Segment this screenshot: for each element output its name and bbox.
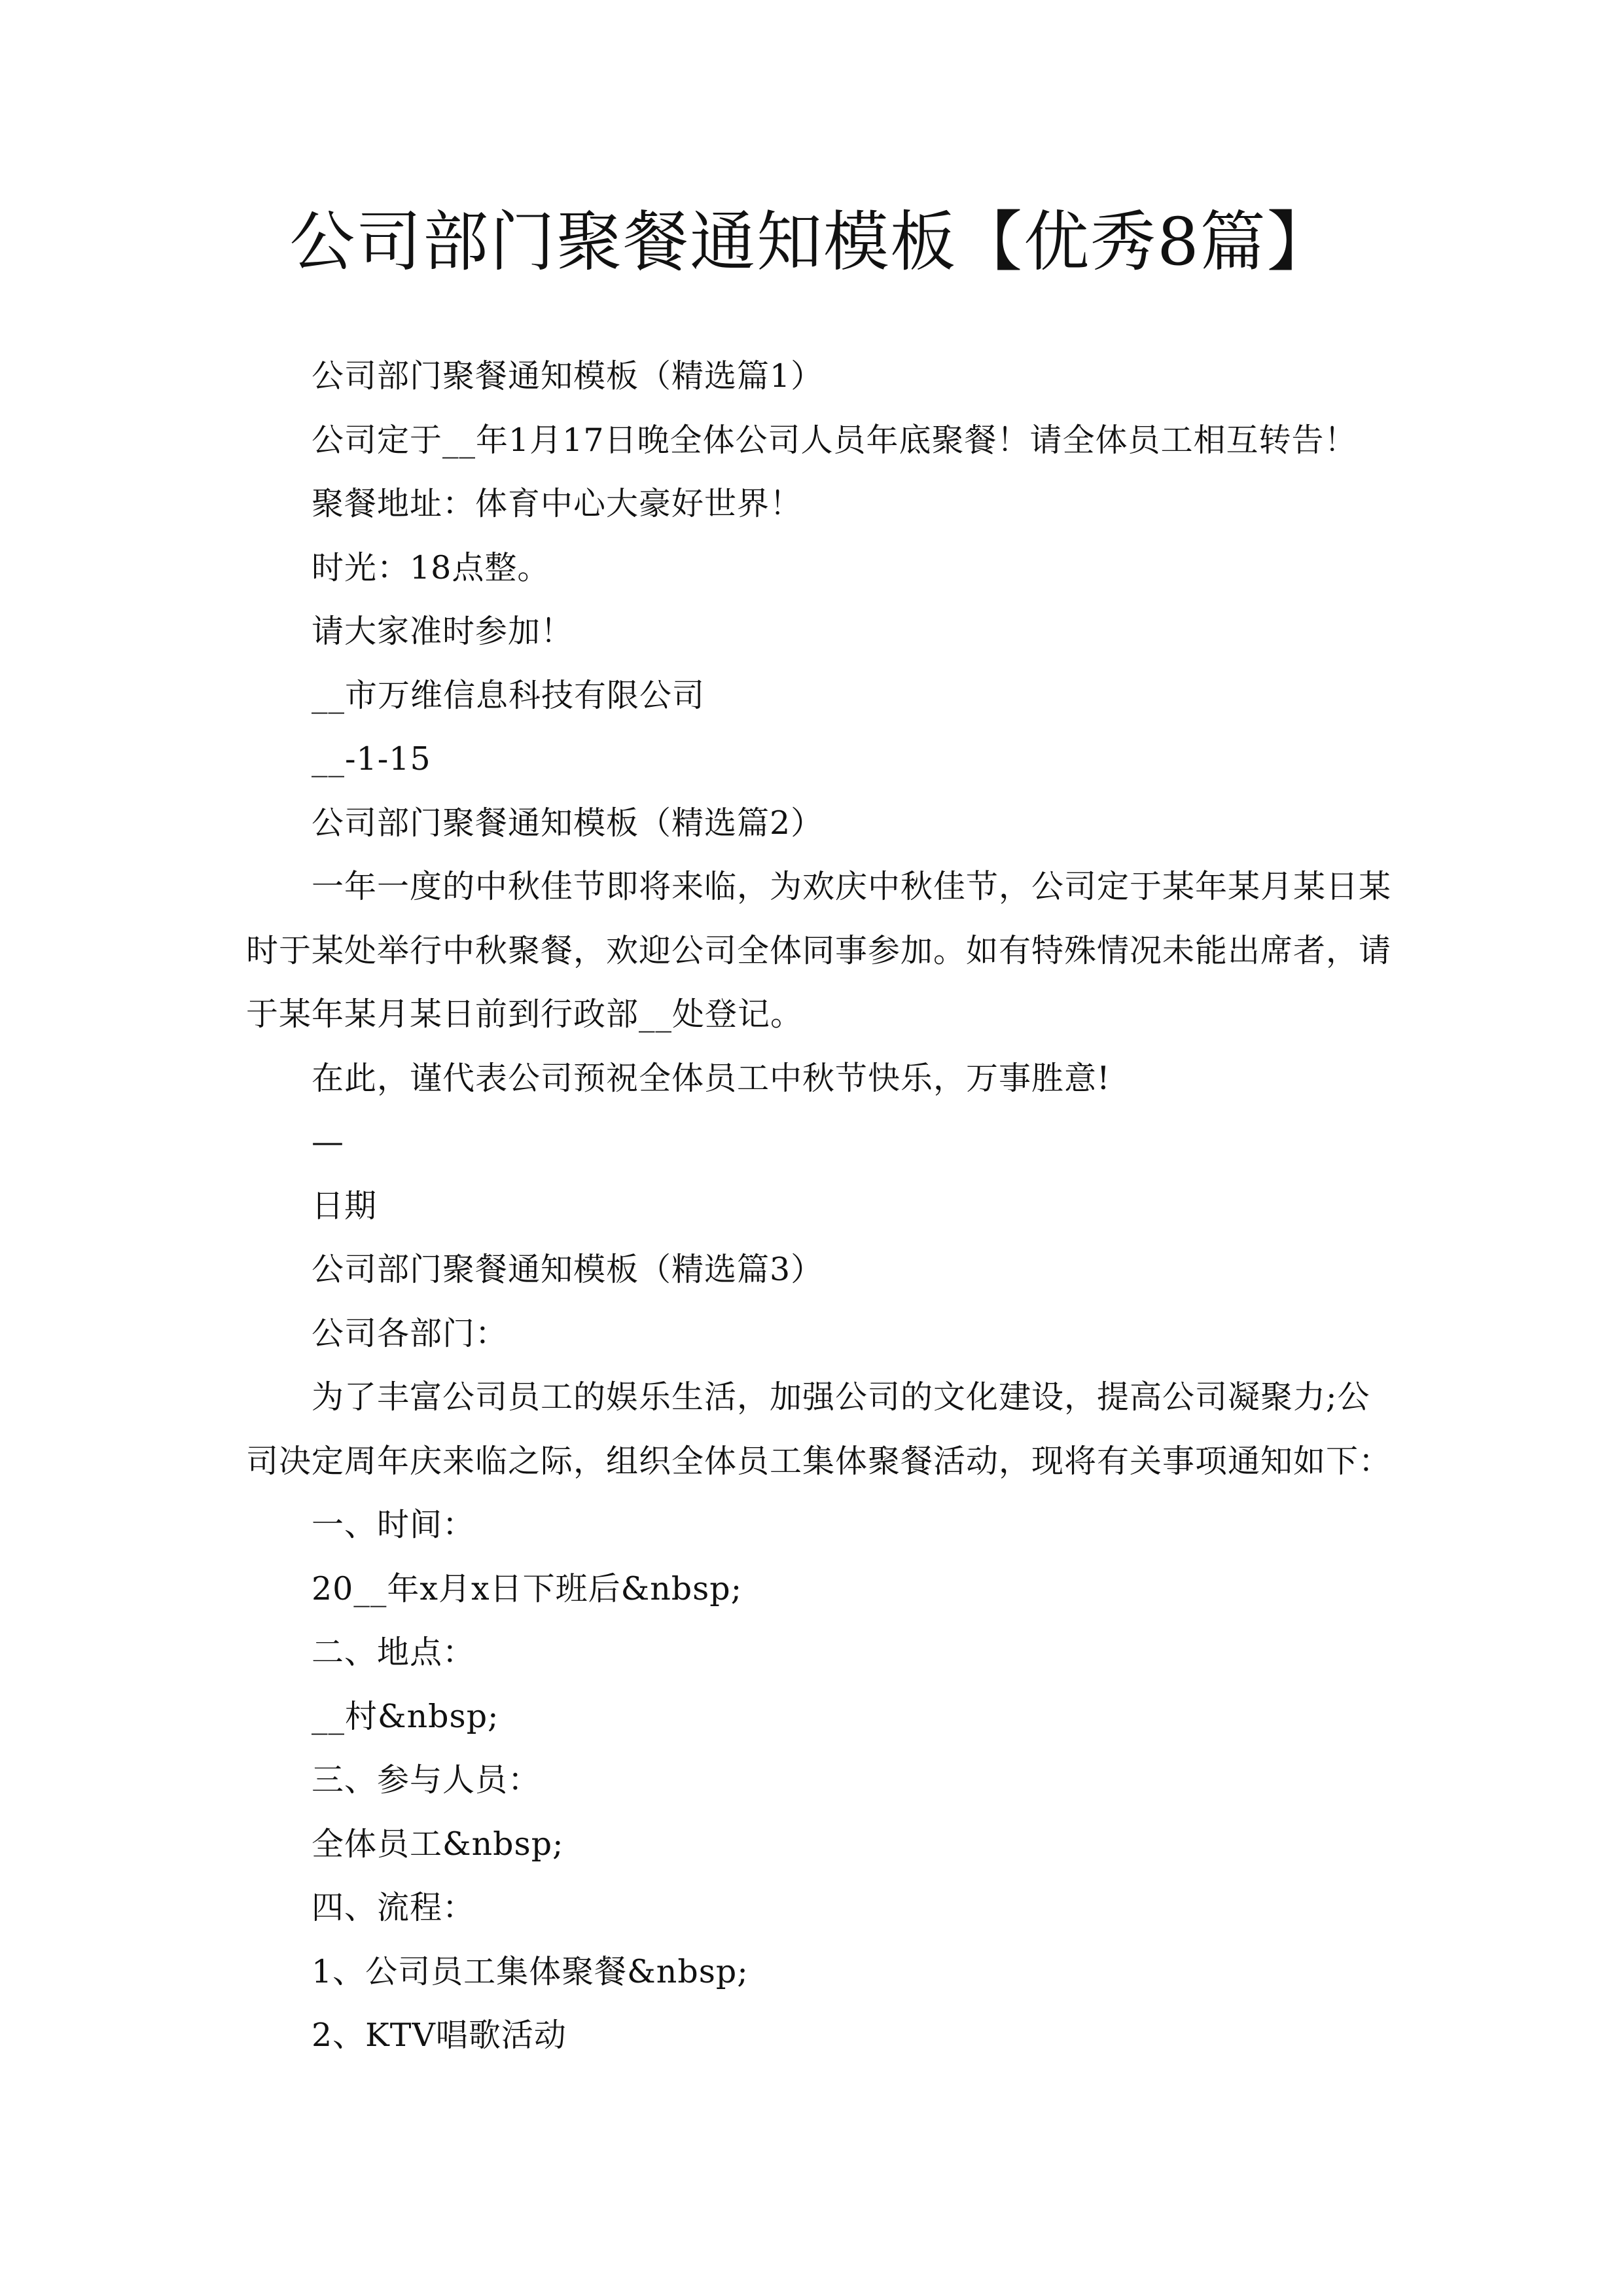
paragraph-line: 一、时间： [312, 1506, 476, 1543]
paragraph-line: __市万维信息科技有限公司 [312, 676, 705, 714]
paragraph-line: 二、地点： [312, 1634, 476, 1671]
paragraph-line: 时光：18点整。 [312, 548, 550, 586]
paragraph-line: 请大家准时参加！ [312, 613, 574, 650]
document-body [246, 344, 1398, 2068]
paragraph-line: 一年一度的中秋佳节即将来临，为欢庆中秋佳节，公司定于某年某月某日某 [312, 868, 1392, 905]
document-title: 公司部门聚餐通知模板【优秀8篇】 [289, 204, 1334, 280]
paragraph-line: 三、参与人员： [312, 1761, 541, 1799]
paragraph-line: 公司部门聚餐通知模板（精选篇3） [312, 1251, 824, 1288]
paragraph-line: __村&nbsp; [312, 1697, 499, 1735]
paragraph-line: 于某年某月某日前到行政部__处登记。 [246, 996, 804, 1033]
paragraph-line: — [312, 1123, 344, 1160]
paragraph-line: 20__年x月x日下班后&nbsp; [312, 1570, 743, 1607]
paragraph-line: 在此，谨代表公司预祝全体员工中秋节快乐，万事胜意! [312, 1059, 1111, 1097]
paragraph-line: 日期 [312, 1187, 378, 1225]
paragraph-line: 2、KTV唱歌活动 [312, 2017, 567, 2054]
paragraph-line: 1、公司员工集体聚餐&nbsp; [312, 1952, 749, 1990]
paragraph-line: __-1-15 [312, 740, 431, 778]
paragraph-line: 司决定周年庆来临之际，组织全体员工集体聚餐活动，现将有关事项通知如下： [246, 1442, 1392, 1480]
paragraph-line: 四、流程： [312, 1889, 476, 1926]
paragraph-line: 全体员工&nbsp; [312, 1825, 564, 1863]
paragraph-line: 公司各部门： [312, 1314, 508, 1352]
paragraph-line: 公司部门聚餐通知模板（精选篇1） [312, 357, 824, 395]
paragraph-line: 聚餐地址：体育中心大豪好世界！ [312, 485, 803, 522]
paragraph-line: 公司定于__年1月17日晚全体公司人员年底聚餐！请全体员工相互转告！ [312, 421, 1357, 459]
paragraph-line: 时于某处举行中秋聚餐，欢迎公司全体同事参加。如有特殊情况未能出席者，请 [246, 931, 1392, 969]
paragraph-line: 公司部门聚餐通知模板（精选篇2） [312, 804, 824, 842]
paragraph-line: 为了丰富公司员工的娱乐生活，加强公司的文化建设，提高公司凝聚力;公 [312, 1378, 1370, 1416]
